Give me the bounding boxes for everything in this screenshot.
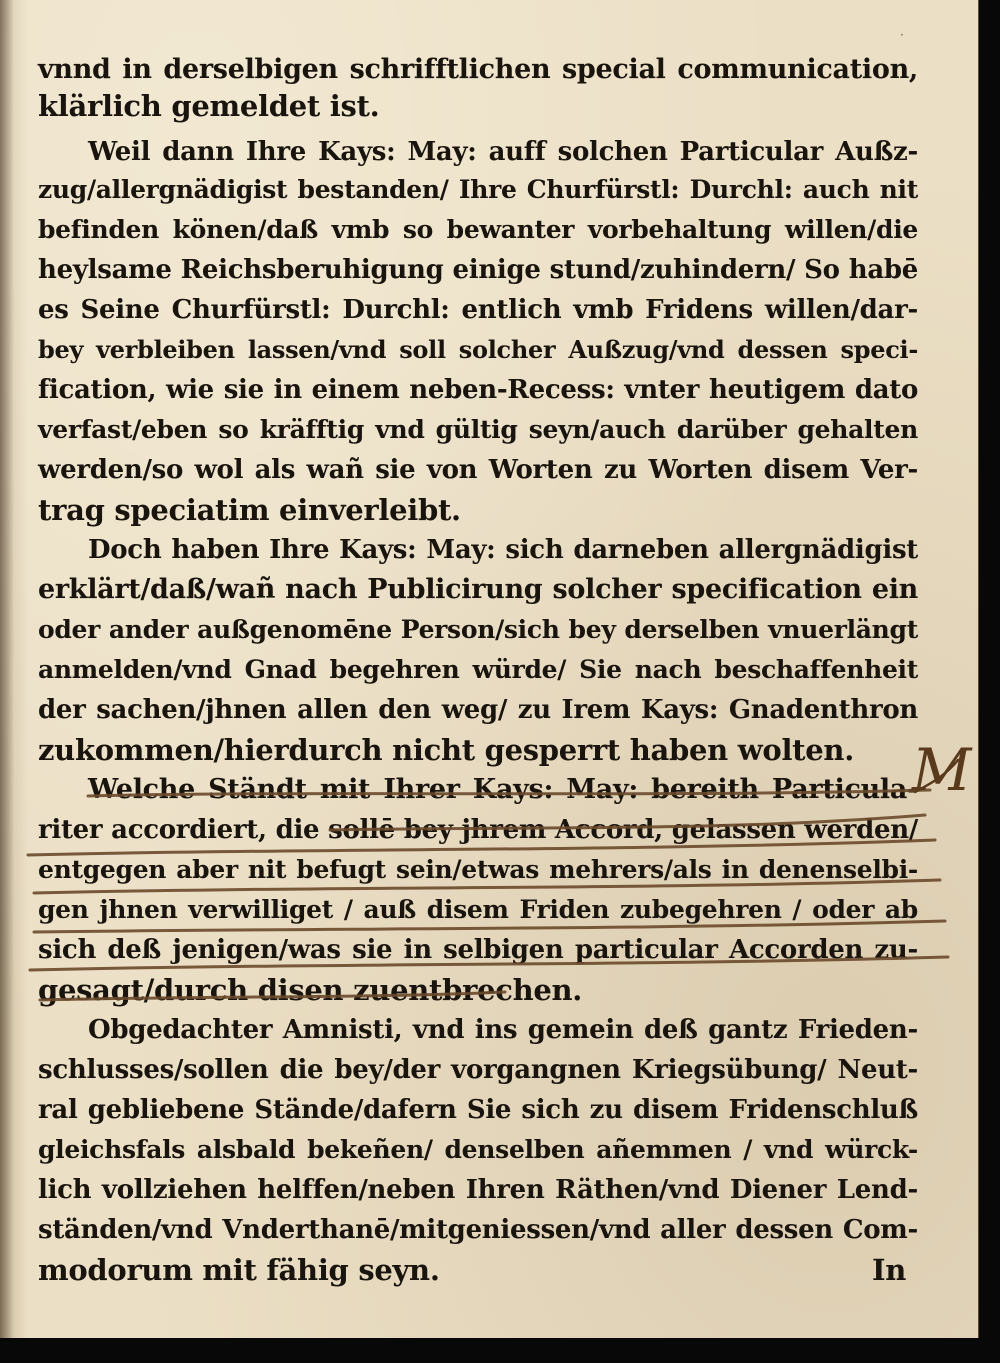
paragraph-start-line: Weil dann Ihre Kays: May: auff solchen Particular Außz- [88, 137, 918, 167]
struck-text-line: entgegen aber nit befugt sein/etwas mehrers/als in denenselbi- [38, 855, 918, 884]
text-line: heylsame Reichsberuhigung einige stund/zuhindern/ So habē [38, 255, 918, 285]
struck-text-line: sich deß jenigen/was sie in selbigen particular Accorden zu- [38, 935, 918, 965]
struck-paragraph-start-line: Welche Ständt mit Ihrer Kays: May: bereith Particula- [88, 774, 918, 805]
text-line: gleichsfals alsbald bekeñen/ denselben añemmen / vnd würck- [38, 1135, 918, 1164]
text-line: zug/allergnädigist bestanden/ Ihre Churfürstl: Durchl: auch nit [38, 175, 918, 204]
text-line: es Seine Churfürstl: Durchl: entlich vmb Fridens willen/dar- [38, 295, 918, 325]
text-line: verfast/eben so kräfftig vnd gültig seyn/auch darüber gehalten [38, 415, 918, 444]
struck-text-line: riter accordiert, die sollē bey jhrem Accord, gelassen werden/ [38, 815, 918, 845]
text-line: lich vollziehen helffen/neben Ihren Räthen/vnd Diener Lend- [38, 1175, 918, 1205]
text-line: werden/so wol als wañ sie von Worten zu Worten disem Ver- [38, 455, 918, 485]
text-line: befinden könen/daß vmb so bewanter vorbehaltung willen/die [38, 215, 918, 244]
text-line: anmelden/vnd Gnad begehren würde/ Sie nach beschaffenheit [38, 655, 918, 684]
text-line: erklärt/daß/wañ nach Publicirung solcher specification ein [38, 574, 918, 605]
text-line: vnnd in derselbigen schrifftlichen special communication, [38, 54, 918, 85]
text-line: trag speciatim einverleibt. [38, 493, 461, 527]
text-line: zukommen/hierdurch nicht gesperrt haben wolten. [38, 733, 854, 767]
text-line: modorum mit fähig seyn. [38, 1253, 440, 1287]
margin-annotation: M [912, 736, 972, 804]
text-line: schlusses/sollen die bey/der vorgangnen Kriegsübung/ Neut- [38, 1055, 918, 1085]
paragraph-start-line: Doch haben Ihre Kays: May: sich darneben allergnädigist [88, 535, 918, 565]
catchword: In [872, 1253, 907, 1287]
text-line: oder ander außgenomēne Person/sich bey derselben vnuerlängt [38, 615, 918, 644]
text-line: der sachen/jhnen allen den weg/ zu Irem Kays: Gnadenthron [38, 695, 918, 725]
corner-mark: · [900, 28, 904, 42]
struck-text-line: gen jhnen verwilliget / auß disem Friden zubegehren / oder ab [38, 895, 918, 924]
text-line: ständen/vnd Vnderthanē/mitgeniessen/vnd aller dessen Com- [38, 1215, 918, 1245]
text-line: fication, wie sie in einem neben-Recess: vnter heutigem dato [38, 375, 918, 405]
text-line: bey verbleiben lassen/vnd soll solcher Außzug/vnd dessen speci- [38, 335, 918, 364]
text-line: klärlich gemeldet ist. [38, 89, 380, 123]
struck-text-line: gesagt/durch disen zuentbrechen. [38, 973, 583, 1007]
paragraph-start-line: Obgedachter Amnisti, vnd ins gemein deß gantz Frieden- [88, 1015, 918, 1045]
text-line: ral gebliebene Stände/dafern Sie sich zu disem Fridenschluß [38, 1095, 918, 1125]
